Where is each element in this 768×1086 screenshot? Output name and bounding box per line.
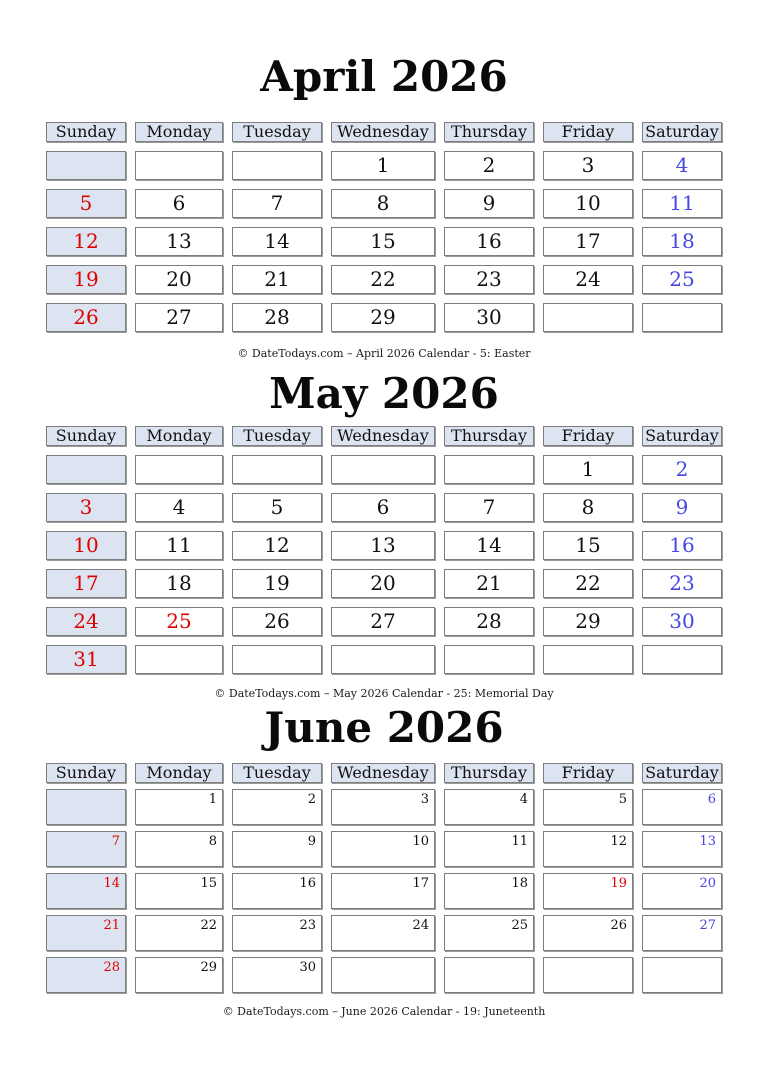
calendar-title-april: April 2026 <box>260 52 508 101</box>
date-cell-17: 17 <box>331 873 435 909</box>
date-cell-21: 21 <box>444 569 534 598</box>
date-cell-28: 28 <box>46 957 126 993</box>
date-cell-2: 2 <box>232 789 322 825</box>
date-cell-8: 8 <box>331 189 435 218</box>
date-cell-29: 29 <box>543 607 633 636</box>
weekday-header-sunday: Sunday <box>46 122 126 142</box>
date-cell-20: 20 <box>135 265 223 294</box>
date-cell-27: 27 <box>135 303 223 332</box>
date-cell-19: 19 <box>232 569 322 598</box>
date-cell-24: 24 <box>46 607 126 636</box>
date-cell-30: 30 <box>444 303 534 332</box>
date-cell-16: 16 <box>232 873 322 909</box>
weekday-header-thursday: Thursday <box>444 426 534 446</box>
date-cell-9: 9 <box>232 831 322 867</box>
weekday-header-wednesday: Wednesday <box>331 426 435 446</box>
weekday-header-saturday: Saturday <box>642 122 722 142</box>
date-cell-11: 11 <box>444 831 534 867</box>
empty-cell <box>46 455 126 484</box>
empty-cell <box>331 455 435 484</box>
weekday-header-wednesday: Wednesday <box>331 763 435 783</box>
weekday-header-sunday: Sunday <box>46 426 126 446</box>
calendar-caption-may: © DateTodays.com – May 2026 Calendar - 25: Memorial Day <box>214 687 554 700</box>
date-cell-27: 27 <box>331 607 435 636</box>
empty-cell <box>543 957 633 993</box>
date-cell-22: 22 <box>543 569 633 598</box>
date-cell-6: 6 <box>642 789 722 825</box>
empty-cell <box>642 303 722 332</box>
date-cell-10: 10 <box>543 189 633 218</box>
date-cell-4: 4 <box>642 151 722 180</box>
empty-cell <box>135 151 223 180</box>
date-cell-23: 23 <box>642 569 722 598</box>
date-cell-2: 2 <box>444 151 534 180</box>
empty-cell <box>331 645 435 674</box>
date-cell-15: 15 <box>331 227 435 256</box>
calendar-caption-june: © DateTodays.com – June 2026 Calendar - 19: Juneteenth <box>222 1005 546 1018</box>
date-cell-30: 30 <box>232 957 322 993</box>
empty-cell <box>232 151 322 180</box>
weekday-header-monday: Monday <box>135 122 223 142</box>
date-cell-7: 7 <box>232 189 322 218</box>
weekday-header-sunday: Sunday <box>46 763 126 783</box>
date-cell-2: 2 <box>642 455 722 484</box>
date-cell-25: 25 <box>444 915 534 951</box>
date-cell-21: 21 <box>46 915 126 951</box>
date-cell-9: 9 <box>642 493 722 522</box>
date-cell-17: 17 <box>543 227 633 256</box>
date-cell-18: 18 <box>444 873 534 909</box>
empty-cell <box>444 455 534 484</box>
date-cell-10: 10 <box>46 531 126 560</box>
empty-cell <box>232 645 322 674</box>
date-cell-28: 28 <box>444 607 534 636</box>
date-cell-30: 30 <box>642 607 722 636</box>
calendar-title-may: May 2026 <box>269 369 499 418</box>
date-cell-13: 13 <box>135 227 223 256</box>
calendar-may-2026 <box>0 369 768 700</box>
empty-cell <box>543 645 633 674</box>
date-cell-18: 18 <box>135 569 223 598</box>
date-cell-26: 26 <box>46 303 126 332</box>
date-cell-18: 18 <box>642 227 722 256</box>
calendar-april-2026 <box>0 52 768 360</box>
calendar-grid-may <box>46 426 722 674</box>
date-cell-10: 10 <box>331 831 435 867</box>
date-cell-3: 3 <box>331 789 435 825</box>
date-cell-31: 31 <box>46 645 126 674</box>
date-cell-11: 11 <box>642 189 722 218</box>
date-cell-5: 5 <box>543 789 633 825</box>
weekday-header-friday: Friday <box>543 763 633 783</box>
date-cell-23: 23 <box>232 915 322 951</box>
date-cell-20: 20 <box>642 873 722 909</box>
date-cell-27: 27 <box>642 915 722 951</box>
weekday-header-saturday: Saturday <box>642 426 722 446</box>
weekday-header-monday: Monday <box>135 426 223 446</box>
date-cell-21: 21 <box>232 265 322 294</box>
weekday-header-friday: Friday <box>543 122 633 142</box>
date-cell-14: 14 <box>232 227 322 256</box>
calendar-grid-june <box>46 763 722 993</box>
date-cell-22: 22 <box>331 265 435 294</box>
date-cell-9: 9 <box>444 189 534 218</box>
date-cell-1: 1 <box>135 789 223 825</box>
date-cell-8: 8 <box>135 831 223 867</box>
date-cell-23: 23 <box>444 265 534 294</box>
date-cell-12: 12 <box>46 227 126 256</box>
date-cell-19: 19 <box>46 265 126 294</box>
date-cell-26: 26 <box>543 915 633 951</box>
date-cell-5: 5 <box>46 189 126 218</box>
weekday-header-monday: Monday <box>135 763 223 783</box>
date-cell-8: 8 <box>543 493 633 522</box>
date-cell-6: 6 <box>135 189 223 218</box>
date-cell-19: 19 <box>543 873 633 909</box>
empty-cell <box>135 645 223 674</box>
date-cell-14: 14 <box>46 873 126 909</box>
calendar-grid-april <box>46 122 722 332</box>
empty-cell <box>444 645 534 674</box>
date-cell-16: 16 <box>444 227 534 256</box>
date-cell-29: 29 <box>331 303 435 332</box>
date-cell-29: 29 <box>135 957 223 993</box>
empty-cell <box>642 957 722 993</box>
calendar-june-2026 <box>0 703 768 1018</box>
date-cell-25: 25 <box>642 265 722 294</box>
date-cell-24: 24 <box>543 265 633 294</box>
empty-cell <box>444 957 534 993</box>
date-cell-4: 4 <box>444 789 534 825</box>
date-cell-13: 13 <box>331 531 435 560</box>
date-cell-4: 4 <box>135 493 223 522</box>
date-cell-15: 15 <box>135 873 223 909</box>
date-cell-1: 1 <box>331 151 435 180</box>
weekday-header-friday: Friday <box>543 426 633 446</box>
empty-cell <box>46 789 126 825</box>
weekday-header-tuesday: Tuesday <box>232 122 322 142</box>
empty-cell <box>46 151 126 180</box>
date-cell-28: 28 <box>232 303 322 332</box>
date-cell-26: 26 <box>232 607 322 636</box>
date-cell-7: 7 <box>46 831 126 867</box>
date-cell-16: 16 <box>642 531 722 560</box>
date-cell-7: 7 <box>444 493 534 522</box>
date-cell-3: 3 <box>543 151 633 180</box>
date-cell-1: 1 <box>543 455 633 484</box>
weekday-header-thursday: Thursday <box>444 763 534 783</box>
date-cell-12: 12 <box>232 531 322 560</box>
weekday-header-thursday: Thursday <box>444 122 534 142</box>
date-cell-25: 25 <box>135 607 223 636</box>
date-cell-11: 11 <box>135 531 223 560</box>
date-cell-3: 3 <box>46 493 126 522</box>
date-cell-12: 12 <box>543 831 633 867</box>
empty-cell <box>232 455 322 484</box>
date-cell-6: 6 <box>331 493 435 522</box>
date-cell-22: 22 <box>135 915 223 951</box>
date-cell-14: 14 <box>444 531 534 560</box>
date-cell-24: 24 <box>331 915 435 951</box>
empty-cell <box>135 455 223 484</box>
calendar-caption-april: © DateTodays.com – April 2026 Calendar - 5: Easter <box>237 347 531 360</box>
date-cell-15: 15 <box>543 531 633 560</box>
calendar-title-june: June 2026 <box>264 703 504 752</box>
date-cell-20: 20 <box>331 569 435 598</box>
date-cell-17: 17 <box>46 569 126 598</box>
calendar-page <box>0 52 768 1018</box>
empty-cell <box>642 645 722 674</box>
empty-cell <box>543 303 633 332</box>
date-cell-13: 13 <box>642 831 722 867</box>
empty-cell <box>331 957 435 993</box>
date-cell-5: 5 <box>232 493 322 522</box>
weekday-header-saturday: Saturday <box>642 763 722 783</box>
weekday-header-wednesday: Wednesday <box>331 122 435 142</box>
weekday-header-tuesday: Tuesday <box>232 763 322 783</box>
weekday-header-tuesday: Tuesday <box>232 426 322 446</box>
